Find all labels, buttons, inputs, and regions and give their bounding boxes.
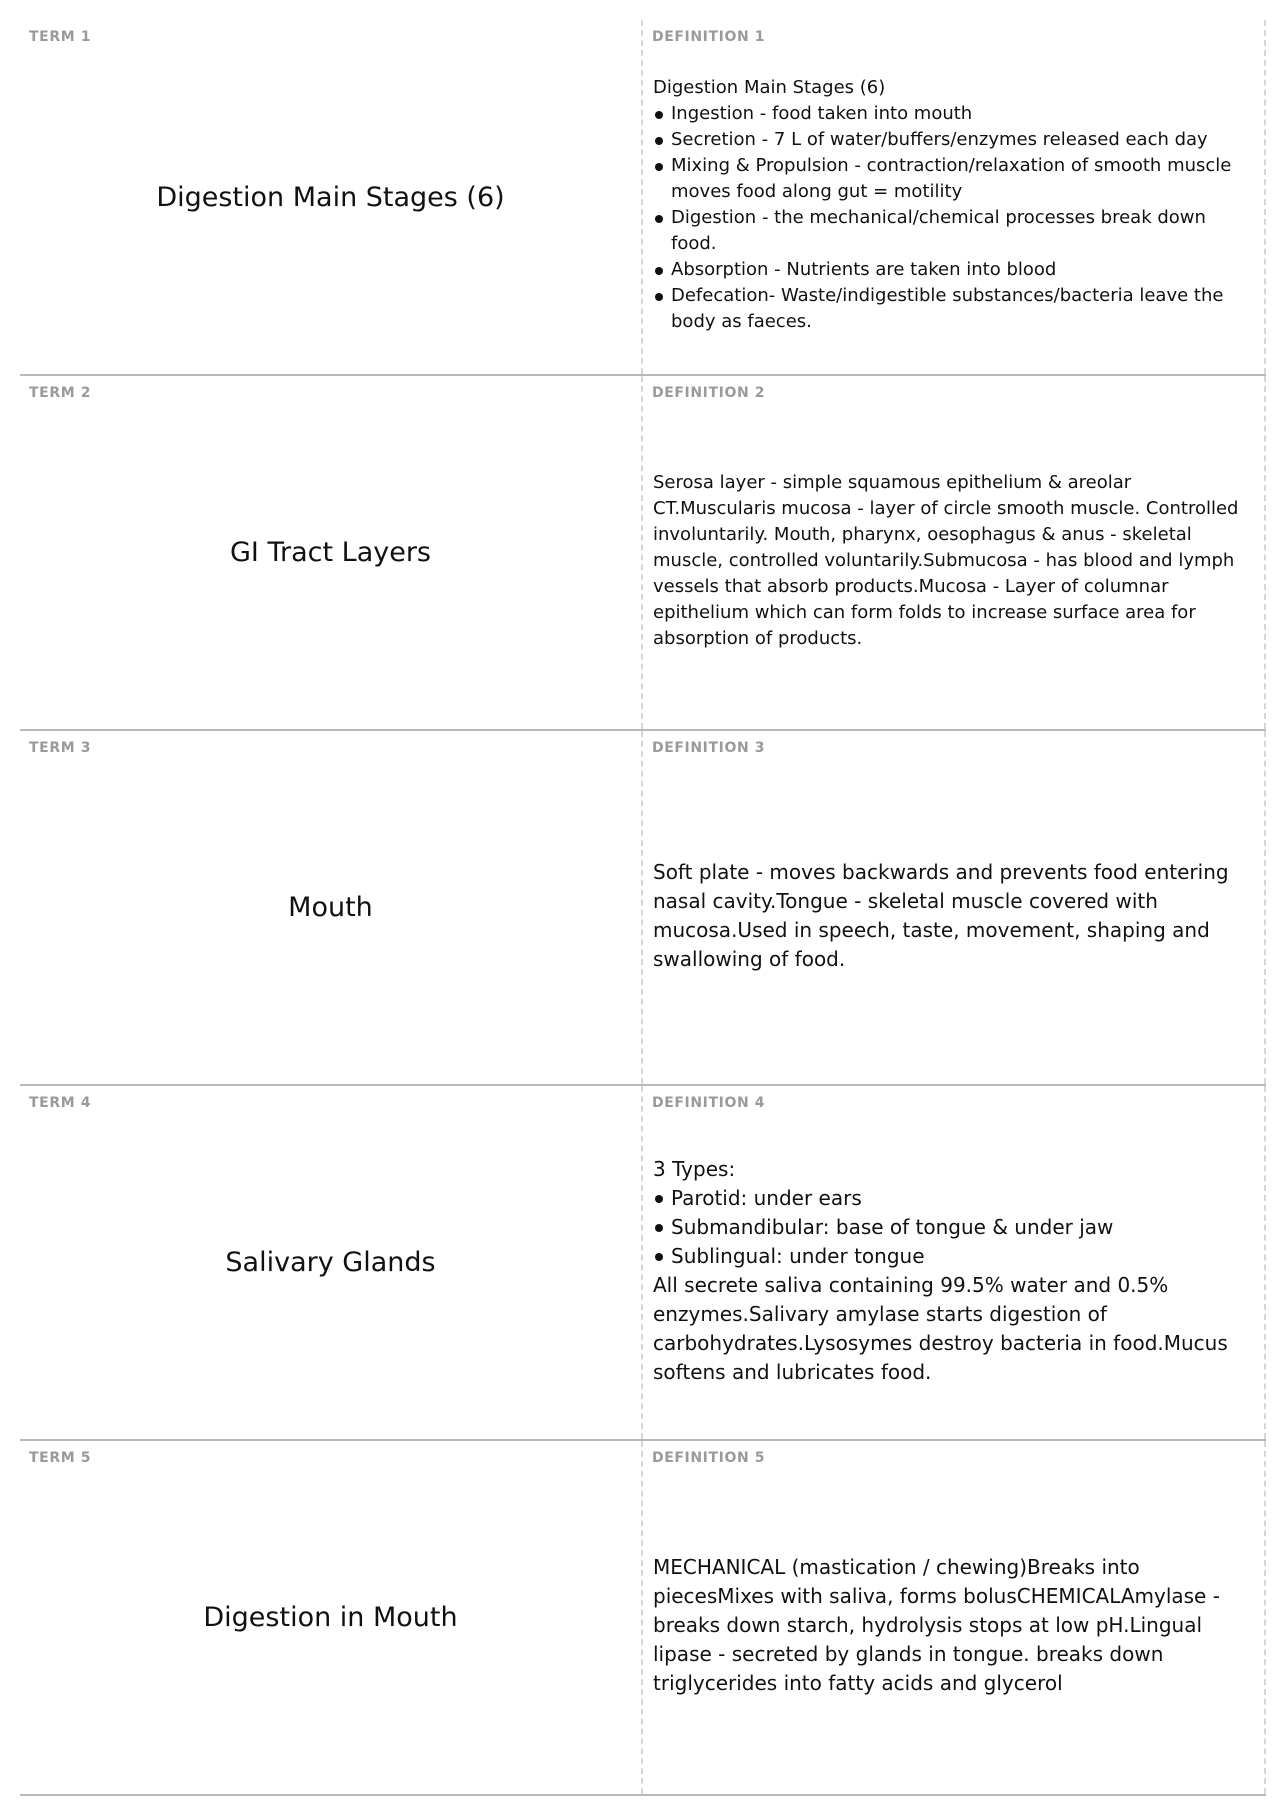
flashcard-row bbox=[20, 1441, 1266, 1796]
definition-outro: All secrete saliva containing 99.5% water and 0.5% enzymes.Salivary amylase starts digestion of carbohydrates.Lysosymes destroy bacteria in food.Mucus softens and lubricates food. bbox=[653, 1272, 1228, 1384]
term-label: TERM 2 bbox=[29, 385, 92, 401]
definition-list bbox=[653, 101, 1254, 335]
definition-label: DEFINITION 3 bbox=[652, 740, 766, 756]
term-text: GI Tract Layers bbox=[230, 537, 431, 568]
definition-intro: Digestion Main Stages (6) bbox=[653, 77, 886, 98]
term-cell bbox=[20, 20, 643, 374]
definition-text bbox=[653, 20, 1254, 374]
flashcard-row bbox=[20, 1086, 1266, 1441]
definition-label: DEFINITION 2 bbox=[652, 385, 766, 401]
list-item: Parotid: under ears bbox=[653, 1184, 1254, 1213]
definition-cell bbox=[643, 731, 1266, 1084]
list-item: Sublingual: under tongue bbox=[653, 1242, 1254, 1271]
term-text: Digestion Main Stages (6) bbox=[156, 181, 505, 213]
definition-text bbox=[653, 731, 1254, 1084]
definition-intro: 3 Types: bbox=[653, 1156, 736, 1181]
list-item: Digestion - the mechanical/chemical processes break down food. bbox=[653, 205, 1254, 257]
term-label: TERM 4 bbox=[29, 1095, 92, 1111]
flashcard-row bbox=[20, 731, 1266, 1086]
definition-label: DEFINITION 4 bbox=[652, 1095, 766, 1111]
flashcard-row bbox=[20, 20, 1266, 376]
list-item: Secretion - 7 L of water/buffers/enzymes released each day bbox=[653, 127, 1254, 153]
definition-label: DEFINITION 1 bbox=[652, 29, 766, 45]
definition-text bbox=[653, 1086, 1254, 1439]
definition-paragraph: MECHANICAL (mastication / chewing)Breaks into piecesMixes with saliva, forms bolusCHEMICALAmylase - breaks down starch, hydrolysis stops at low pH.Lingual lipase - secreted by glands in tongue. breaks down triglycerides into fatty acids and glycerol bbox=[653, 1555, 1220, 1695]
definition-paragraph: Serosa layer - simple squamous epithelium & areolar CT.Muscularis mucosa - layer of circle smooth muscle. Controlled involuntarily. Mouth, pharynx, oesophagus & anus - skeletal muscle, controlled voluntarily.Submucosa - has blood and lymph vessels that absorb products.Mucosa - Layer of columnar epithelium which can form folds to increase surface area for absorption of products. bbox=[653, 471, 1239, 649]
term-text: Mouth bbox=[288, 892, 373, 923]
definition-cell bbox=[643, 20, 1266, 374]
term-label: TERM 1 bbox=[29, 29, 92, 45]
definition-label: DEFINITION 5 bbox=[652, 1450, 766, 1466]
term-cell bbox=[20, 1441, 643, 1794]
list-item: Mixing & Propulsion - contraction/relaxation of smooth muscle moves food along gut = motility bbox=[653, 153, 1254, 205]
list-item: Submandibular: base of tongue & under jaw bbox=[653, 1213, 1254, 1242]
flashcard-row bbox=[20, 376, 1266, 731]
term-cell bbox=[20, 731, 643, 1084]
term-label: TERM 5 bbox=[29, 1450, 92, 1466]
list-item: Defecation- Waste/indigestible substances/bacteria leave the body as faeces. bbox=[653, 283, 1254, 335]
term-text: Salivary Glands bbox=[225, 1247, 436, 1278]
term-label: TERM 3 bbox=[29, 740, 92, 756]
definition-paragraph: Soft plate - moves backwards and prevents food entering nasal cavity.Tongue - skeletal muscle covered with mucosa.Used in speech, taste, movement, shaping and swallowing of food. bbox=[653, 859, 1229, 971]
definition-cell bbox=[643, 1441, 1266, 1794]
definition-list bbox=[653, 1184, 1254, 1271]
definition-cell bbox=[643, 376, 1266, 729]
definition-text bbox=[653, 376, 1254, 729]
term-cell bbox=[20, 1086, 643, 1439]
list-item: Absorption - Nutrients are taken into blood bbox=[653, 257, 1254, 283]
term-cell bbox=[20, 376, 643, 729]
term-text: Digestion in Mouth bbox=[203, 1602, 458, 1633]
list-item: Ingestion - food taken into mouth bbox=[653, 101, 1254, 127]
definition-cell bbox=[643, 1086, 1266, 1439]
definition-text bbox=[653, 1441, 1254, 1794]
flashcard-sheet bbox=[20, 20, 1266, 1796]
